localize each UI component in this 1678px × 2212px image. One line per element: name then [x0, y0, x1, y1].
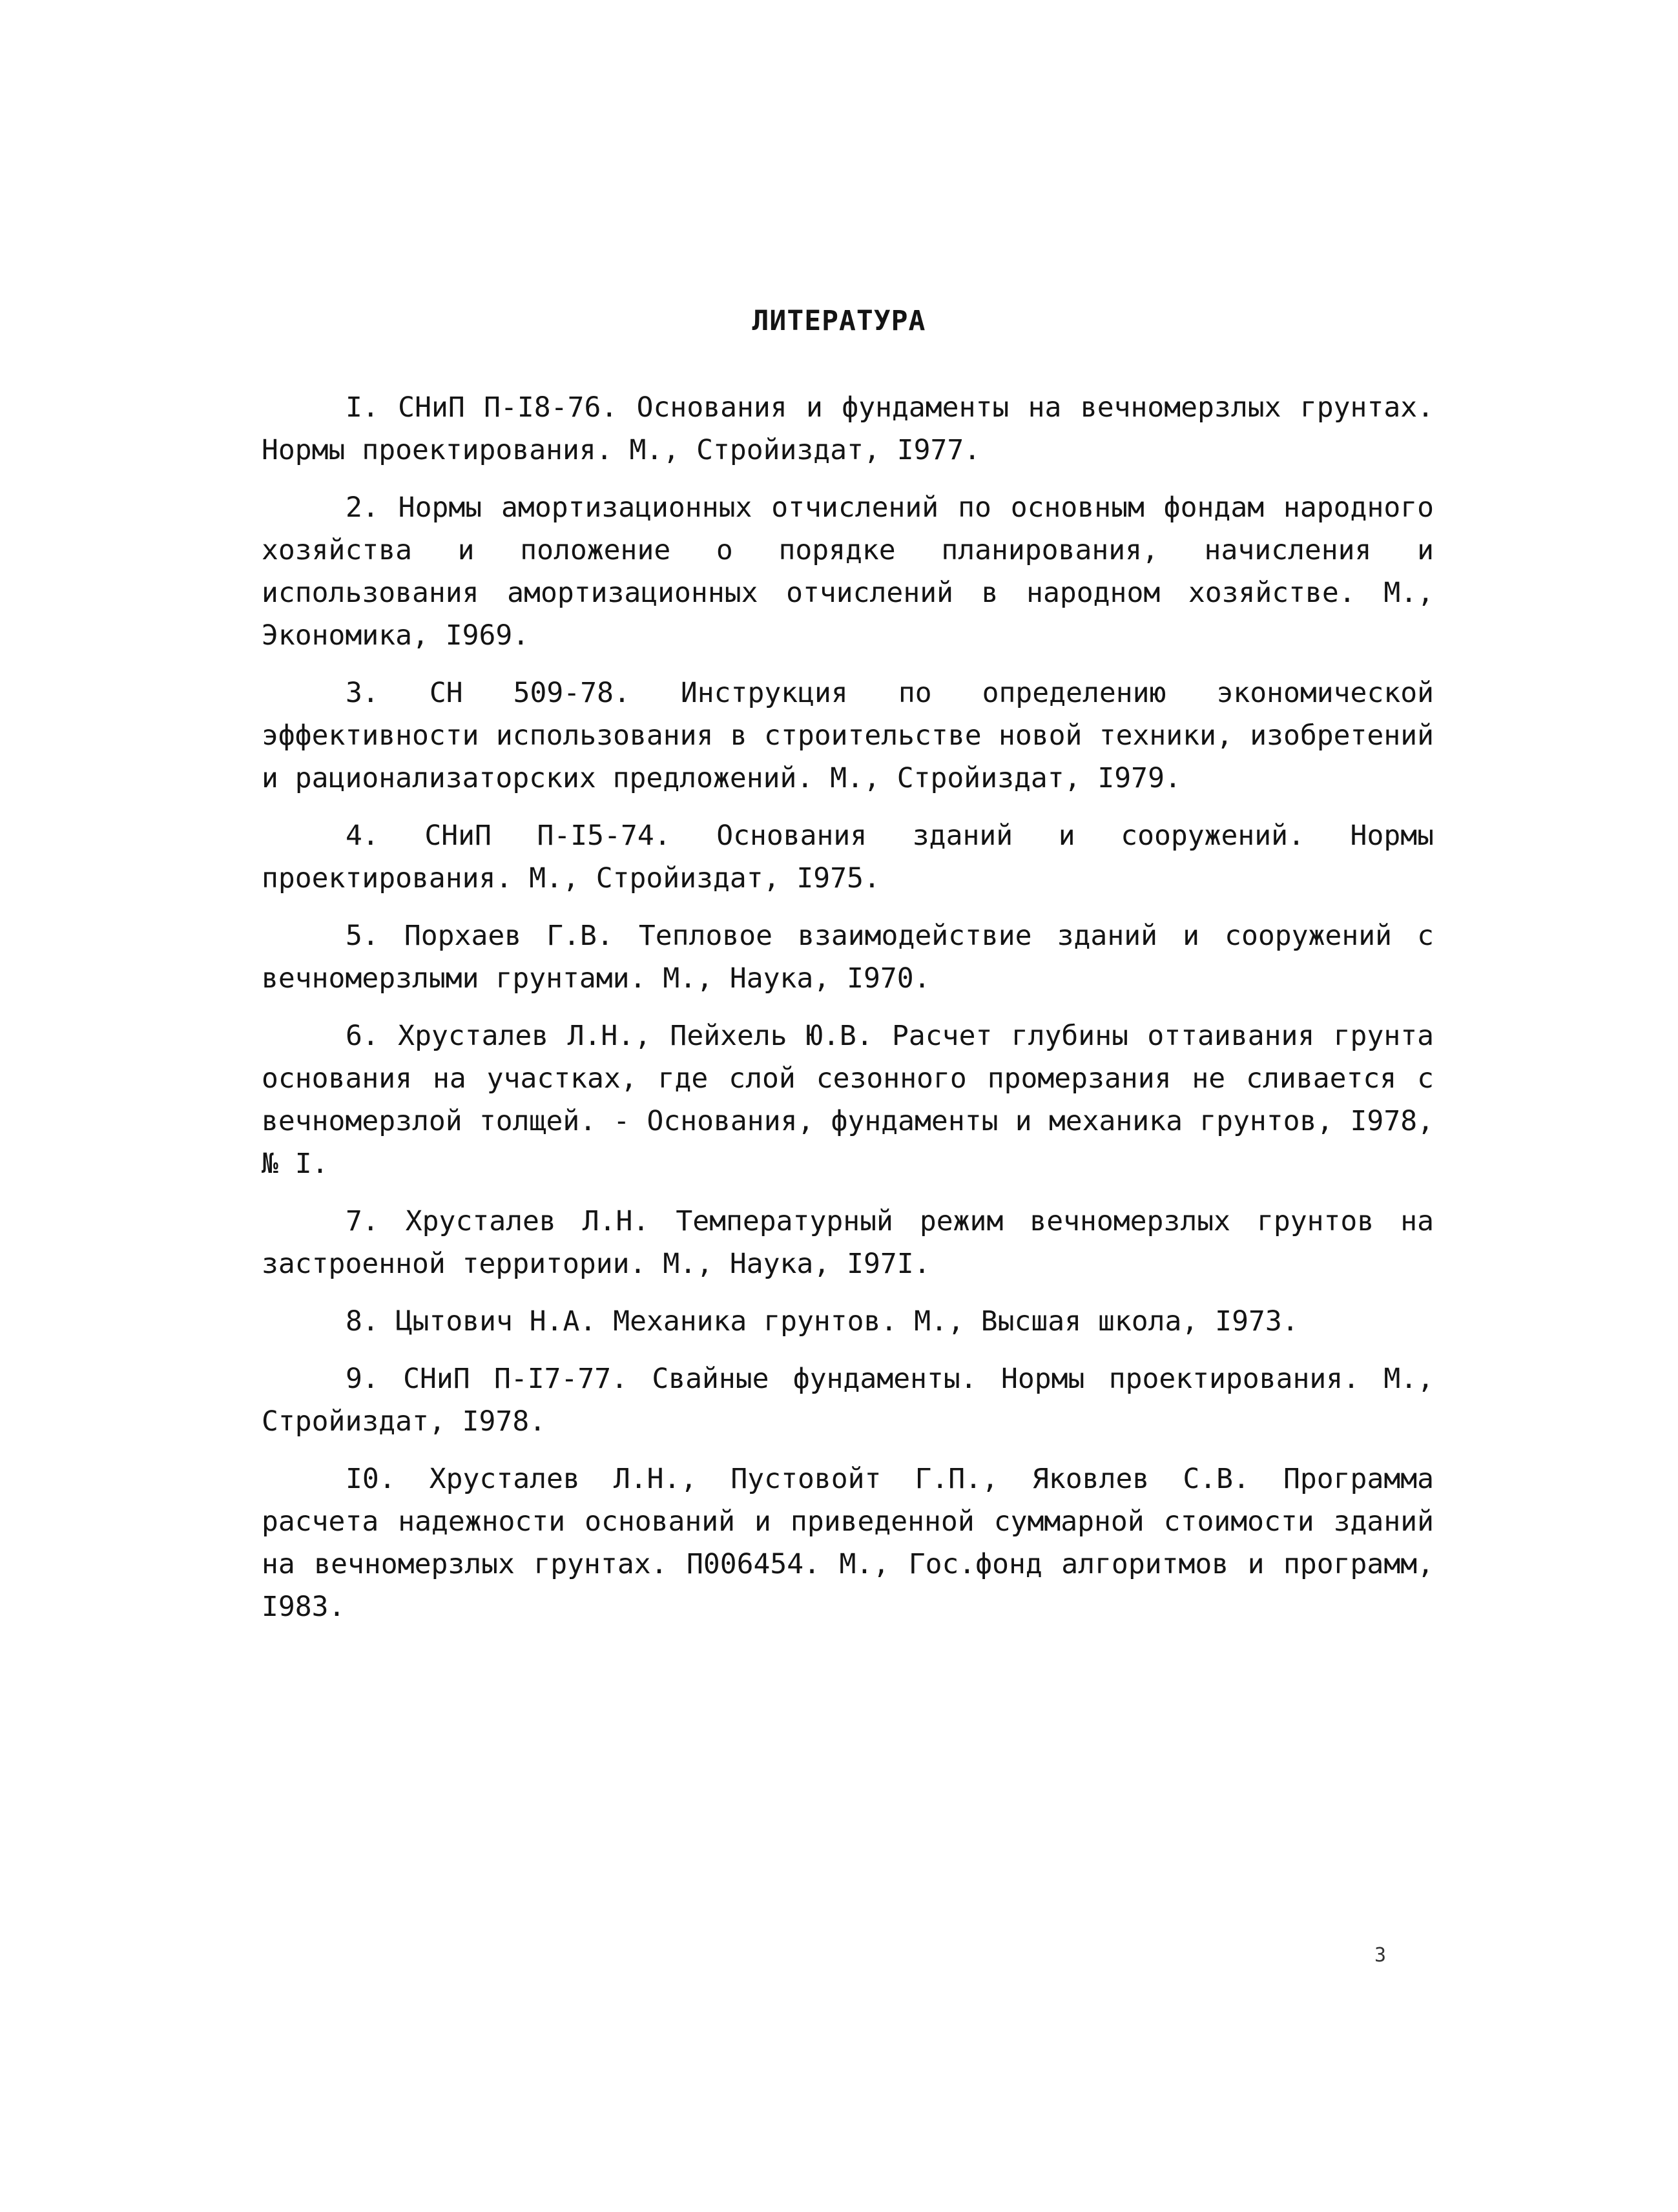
reference-item-7: 7. Хрусталев Л.Н. Температурный режим вечномерзлых грунтов на застроенной территории. М., Наука, I97I. — [262, 1205, 1434, 1280]
reference-item-6: 6. Хрусталев Л.Н., Пейхель Ю.В. Расчет глубины оттаивания грунта основания на участках, где слой сезонного промерзания не сливается с вечномерзлой толщей. - Основания, фундаменты и механика грунтов, I978, № I. — [262, 1020, 1434, 1180]
reference-list — [262, 386, 1434, 1643]
reference-item-5: 5. Порхаев Г.В. Тепловое взаимодействие зданий и сооружений с вечномерзлыми грунтами. М., Наука, I970. — [262, 920, 1434, 995]
reference-item-2: 2. Нормы амортизационных отчислений по основным фондам народного хозяйства и положение о порядке планирования, начисления и использования амортизационных отчислений в народном хозяйстве. М., Экономика, I969. — [262, 491, 1434, 652]
reference-item-8: 8. Цытович Н.А. Механика грунтов. М., Высшая школа, I973. — [346, 1305, 1299, 1338]
reference-item-9: 9. СНиП П-I7-77. Свайные фундаменты. Нормы проектирования. М., Стройиздат, I978. — [262, 1363, 1434, 1438]
page-title: ЛИТЕРАТУРА — [752, 305, 926, 337]
reference-item-3: 3. СН 509-78. Инструкция по определению экономической эффективности использования в строительстве новой техники, изобретений и рационализаторских предложений. М., Стройиздат, I979. — [262, 677, 1434, 794]
reference-item-10: I0. Хрусталев Л.Н., Пустовойт Г.П., Яковлев С.В. Программа расчета надежности оснований и приведенной суммарной стоимости зданий на вечномерзлых грунтах. П006454. М., Гос.фонд алгоритмов и программ, I983. — [262, 1463, 1434, 1623]
reference-item-1: I. СНиП П-I8-76. Основания и фундаменты на вечномерзлых грунтах. Нормы проектирования. М., Стройиздат, I977. — [262, 391, 1434, 466]
reference-item-4: 4. СНиП П-I5-74. Основания зданий и сооружений. Нормы проектирования. М., Стройиздат, I975. — [262, 820, 1434, 894]
page-number-mark: 3 — [1374, 1944, 1387, 1967]
